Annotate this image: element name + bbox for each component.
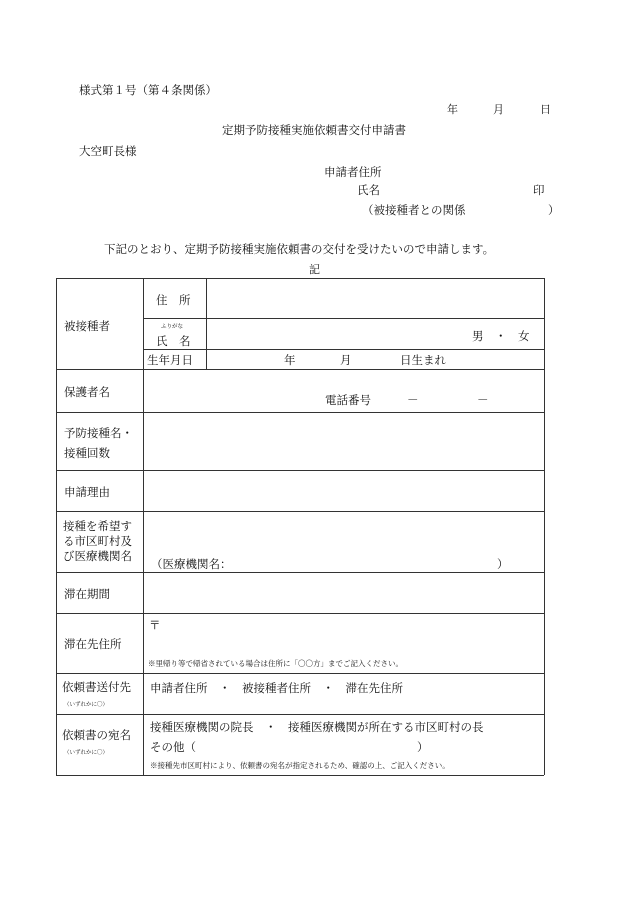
phone-dash-1: － [407,393,419,407]
applicant-address-label: 申請者住所 [324,165,382,179]
stay-period-label: 滞在期間 [64,587,110,601]
birth-label: 生年月日 [147,353,193,367]
form-number: 様式第１号（第４条関係） [79,83,217,97]
desired-label-3: び医療機関名 [63,549,132,563]
sex-options: 男 ・ 女 [472,329,530,343]
facility-close: ） [497,557,509,571]
recipient-label: 依頼書の宛名 [62,728,131,742]
stay-address-label: 滞在先住所 [64,637,122,651]
postal-mark: 〒 [149,618,161,632]
addressee: 大空町長様 [79,144,137,158]
recipient-options: 接種医療機関の院長 ・ 接種医療機関が所在する市区町村の長 [150,720,484,734]
date-year: 年 [447,103,458,116]
seal-mark: 印 [533,183,545,197]
send-to-note: （いずれかに〇） [64,702,109,708]
send-to-label: 依頼書送付先 [62,680,131,694]
birth-year: 年 [284,353,296,367]
recipient-other-open: その他（ [150,740,196,754]
vaccine-label-2: 接種回数 [64,446,110,460]
guardian-label: 保護者名 [64,385,110,399]
relation-close: ） [548,203,560,217]
furigana-label: ふりがな [161,324,184,330]
intro-text: 下記のとおり、定期予防接種実施依頼書の交付を受けたいので申請します。 [104,242,495,256]
ki-mark: 記 [309,263,320,276]
vaccine-label-1: 予防接種名・ [64,426,133,440]
patient-label: 被接種者 [64,319,110,333]
desired-label-1: 接種を希望す [63,519,132,533]
patient-name-label: 氏 名 [156,334,191,348]
relation-label: （被接種者との関係 [362,203,466,217]
birth-month: 月 [340,353,352,367]
birth-day: 日生まれ [400,353,446,367]
patient-address-label: 住 所 [156,293,191,307]
page-title: 定期予防接種実施依頼書交付申請書 [222,123,406,137]
recipient-footnote: ※接種先市区町村により、依頼書の宛名が指定されるため、確認の上、ご記入ください。 [150,761,450,770]
recipient-note: （いずれかに〇） [64,750,109,756]
stay-address-note: ※里帰り等で帰省されている場合は住所に「〇〇方」までご記入ください。 [148,659,403,668]
recipient-other-close: ） [417,740,429,754]
desired-label-2: る市区町村及 [63,534,132,548]
date-month: 月 [493,103,504,116]
phone-dash-2: － [477,393,489,407]
send-to-options: 申請者住所 ・ 被接種者住所 ・ 滞在先住所 [150,681,403,695]
applicant-name-label: 氏名 [357,183,380,197]
reason-label: 申請理由 [64,485,110,499]
phone-label: 電話番号 [325,393,371,407]
date-day: 日 [540,103,551,116]
facility-open: （医療機関名： [151,557,232,571]
